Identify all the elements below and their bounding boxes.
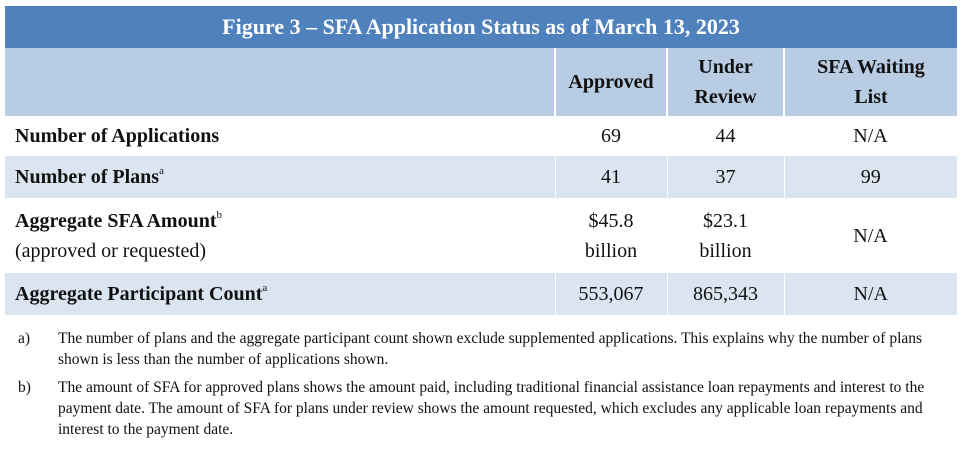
cell-under-review: 37 <box>667 156 784 198</box>
footnote-marker: a <box>159 165 164 177</box>
footnote-marker: b <box>216 208 222 221</box>
footnote-key: a) <box>18 330 31 347</box>
cell-waiting-list: N/A <box>784 198 957 273</box>
table-row <box>5 273 957 315</box>
cell-approved: 69 <box>555 116 667 156</box>
footnote-key: b) <box>18 379 31 396</box>
cell-waiting-list: 99 <box>784 156 957 198</box>
row-label: Aggregate Participant Count$^a$ <box>5 273 555 315</box>
cell-approved: 41 <box>555 156 667 198</box>
header-row <box>5 48 957 116</box>
header-sfa-waiting-list: SFA Waiting List <box>784 48 957 116</box>
row-label: Number of Applications <box>5 116 555 156</box>
cell-under-review: 44 <box>667 116 784 156</box>
header-under-review: Under Review <box>667 48 784 116</box>
table-row <box>5 156 957 198</box>
header-approved: Approved <box>555 48 667 116</box>
header-blank <box>5 48 555 116</box>
footnote-text: The number of plans and the aggregate participant count shown exclude supplemented applications. This explains why the number of plans shown is less than the number of applications shown. <box>58 330 923 368</box>
row-label: Number of Plans$^a$ <box>5 156 555 198</box>
row-label: Aggregate SFA Amount$^b$ (approved or requested) <box>5 198 555 273</box>
cell-under-review: 865,343 <box>667 273 784 315</box>
cell-waiting-list: N/A <box>784 116 957 156</box>
footnote-text: The amount of SFA for approved plans shows the amount paid, including traditional financial assistance loan repayments and interest to the payment date. The amount of SFA for plans under review shows the amount requested, which excludes any applicable loan repayments and interest to the payment date. <box>58 379 925 438</box>
footnotes <box>18 328 948 447</box>
footnote-a <box>18 328 948 370</box>
table-title: Figure 3 – SFA Application Status as of March 13, 2023 <box>5 6 957 48</box>
table-row <box>5 198 957 273</box>
status-grid <box>5 48 957 315</box>
cell-under-review: $23.1 billion <box>667 198 784 273</box>
row-sublabel: (approved or requested) <box>15 239 207 262</box>
sfa-status-table <box>5 6 957 315</box>
cell-approved: 553,067 <box>555 273 667 315</box>
table-row <box>5 116 957 156</box>
cell-waiting-list: N/A <box>784 273 957 315</box>
footnote-b <box>18 377 948 440</box>
footnote-marker: a <box>262 282 268 294</box>
cell-approved: $45.8 billion <box>555 198 667 273</box>
